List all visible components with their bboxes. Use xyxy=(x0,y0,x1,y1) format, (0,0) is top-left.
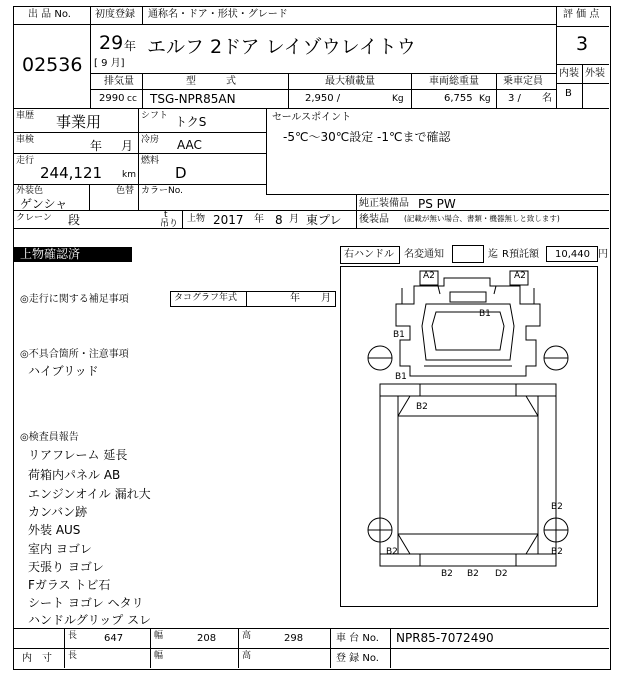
inner-width-label: 幅 xyxy=(154,651,164,661)
lot-number: 02536 xyxy=(22,54,83,76)
capacity-unit: 名 xyxy=(542,93,552,104)
mileage-unit: km xyxy=(122,170,136,180)
tacho-label: タコグラフ年式 xyxy=(174,293,238,303)
upper-maker: 東プレ xyxy=(306,213,342,227)
registration-label: 登 録 No. xyxy=(336,653,379,664)
aftermarket-label: 後装品 xyxy=(359,214,389,225)
inspector-line: 外装 AUS xyxy=(28,523,81,537)
first-reg-month: [ 9 月] xyxy=(94,58,125,69)
dimension-label: 内 寸 xyxy=(22,653,52,664)
first-reg-year-unit: 年 xyxy=(124,39,137,53)
history-label: 車歴 xyxy=(16,111,35,121)
inspection-label: 車検 xyxy=(16,135,35,145)
chassis-label: 車 台 No. xyxy=(336,633,379,644)
recycle-value: 10,440 xyxy=(555,249,590,260)
inspector-line: ハンドルグリップ スレ xyxy=(28,613,152,627)
grade-label: 評 価 点 xyxy=(563,9,600,20)
upper-confirmed-banner: 上物確認済 xyxy=(14,247,132,262)
sales-point-label: セールスポイント xyxy=(272,112,352,123)
damage-mark: D2 xyxy=(495,569,508,579)
fuel-label: 燃料 xyxy=(141,156,160,166)
crane-t: t xyxy=(164,210,168,220)
car-name: エルフ 2ドア レイゾウレイトウ xyxy=(147,36,416,58)
crane-label: クレーン xyxy=(16,213,52,223)
height-value: 298 xyxy=(284,633,304,644)
exterior-color-label: 外装色 xyxy=(16,186,44,196)
damage-mark: B2 xyxy=(386,547,398,557)
defects-label: ◎不具合箇所・注意事項 xyxy=(20,349,129,360)
length-label: 長 xyxy=(68,631,78,641)
height-label: 高 xyxy=(242,631,252,641)
upper-label: 上物 xyxy=(187,214,206,224)
sales-point-text: -5℃～30℃設定 -1℃まで確認 xyxy=(283,130,451,144)
inner-height-label: 高 xyxy=(242,651,252,661)
fuel-value: D xyxy=(175,164,187,182)
shift-value: トクS xyxy=(175,115,207,129)
equipment-value: PS PW xyxy=(418,197,456,211)
upper-month: 8 xyxy=(275,213,283,227)
chassis-value: NPR85-7072490 xyxy=(396,631,494,645)
crane-hook: 吊り xyxy=(160,219,179,229)
inspector-line: 荷箱内パネル AB xyxy=(28,468,121,482)
upper-year-unit: 年 xyxy=(254,214,264,225)
damage-mark: A2 xyxy=(423,271,435,281)
defects-text: ハイブリッド xyxy=(28,364,99,378)
color-code-label: 色替 xyxy=(116,186,135,196)
max-load-value: 2,950 / xyxy=(305,93,341,104)
recycle-label: R預託額 xyxy=(502,249,539,260)
ac-value: AAC xyxy=(177,138,202,152)
inspection-year: 年 xyxy=(90,139,103,153)
inspector-line: Fガラス トビ石 xyxy=(28,578,111,592)
damage-mark: B1 xyxy=(479,309,491,319)
first-reg-year: 29 xyxy=(99,32,124,54)
inspector-label: ◎検査員報告 xyxy=(20,432,79,443)
aftermarket-note: (記載が無い場合、書類・機器無しと致します) xyxy=(404,214,560,223)
interior-grade: B xyxy=(565,88,572,99)
ac-label: 冷房 xyxy=(141,135,160,145)
crane-step: 段 xyxy=(68,213,81,227)
tacho-year: 年 xyxy=(290,293,300,304)
capacity-value: 3 / xyxy=(508,93,521,104)
width-value: 208 xyxy=(197,633,217,644)
damage-mark: B1 xyxy=(395,372,407,382)
recycle-unit: 円 xyxy=(598,249,608,260)
damage-mark: B2 xyxy=(551,547,563,557)
damage-mark: B2 xyxy=(441,569,453,579)
tacho-month: 月 xyxy=(321,293,331,304)
color-no-label: カラーNo. xyxy=(141,186,183,196)
model-value: TSG-NPR85AN xyxy=(150,92,236,106)
damage-mark: B2 xyxy=(416,402,428,412)
exterior-color: ゲンシャ xyxy=(20,197,68,211)
mileage-value: 244,121 xyxy=(40,164,103,182)
model-label: 型 式 xyxy=(186,76,236,87)
exterior-label: 外装 xyxy=(585,68,605,79)
length-value: 647 xyxy=(104,633,124,644)
name-change-label: 名変通知 xyxy=(404,249,444,260)
inspector-line: エンジンオイル 漏れ大 xyxy=(28,487,151,501)
displacement-label: 排気量 xyxy=(104,76,134,87)
driving-notes-label: ◎走行に関する補足事項 xyxy=(20,294,129,305)
damage-mark: B1 xyxy=(393,330,405,340)
displacement-value: 2990 xyxy=(99,93,125,104)
lot-label: 出 品 No. xyxy=(28,9,71,20)
tax-label: 迄 xyxy=(488,249,498,260)
right-hand-label: 右ハンドル xyxy=(344,249,394,260)
name-change-box xyxy=(452,245,484,263)
interior-label: 内装 xyxy=(559,68,579,79)
first-reg-label: 初度登録 xyxy=(95,9,135,20)
displacement-unit: cc xyxy=(127,94,137,104)
capacity-label: 乗車定員 xyxy=(503,76,543,87)
damage-mark: A2 xyxy=(514,271,526,281)
mileage-label: 走行 xyxy=(16,156,35,166)
max-load-label: 最大積載量 xyxy=(325,76,375,87)
inspector-line: シート ヨゴレ ヘタリ xyxy=(28,596,144,610)
inner-length-label: 長 xyxy=(68,651,78,661)
upper-year: 2017 xyxy=(213,213,244,227)
shift-label: シフト xyxy=(141,111,169,121)
width-label: 幅 xyxy=(154,631,164,641)
grade-value: 3 xyxy=(576,33,589,55)
damage-mark: B2 xyxy=(467,569,479,579)
inspection-month: 月 xyxy=(121,139,134,153)
history-value: 事業用 xyxy=(56,113,102,131)
inspector-line: リアフレーム 延長 xyxy=(28,448,128,462)
inspector-line: カンバン跡 xyxy=(28,505,88,519)
gross-weight-unit: Kg xyxy=(479,94,491,104)
inspector-line: 室内 ヨゴレ xyxy=(28,542,92,556)
car-name-label: 通称名・ドア・形状・グレード xyxy=(148,9,288,20)
max-load-unit: Kg xyxy=(392,94,404,104)
upper-month-unit: 月 xyxy=(289,214,299,225)
damage-mark: B2 xyxy=(551,502,563,512)
gross-weight-value: 6,755 xyxy=(444,93,473,104)
inspector-line: 天張り ヨゴレ xyxy=(28,560,104,574)
gross-weight-label: 車両総重量 xyxy=(429,76,479,87)
equipment-label: 純正装備品 xyxy=(359,198,409,209)
